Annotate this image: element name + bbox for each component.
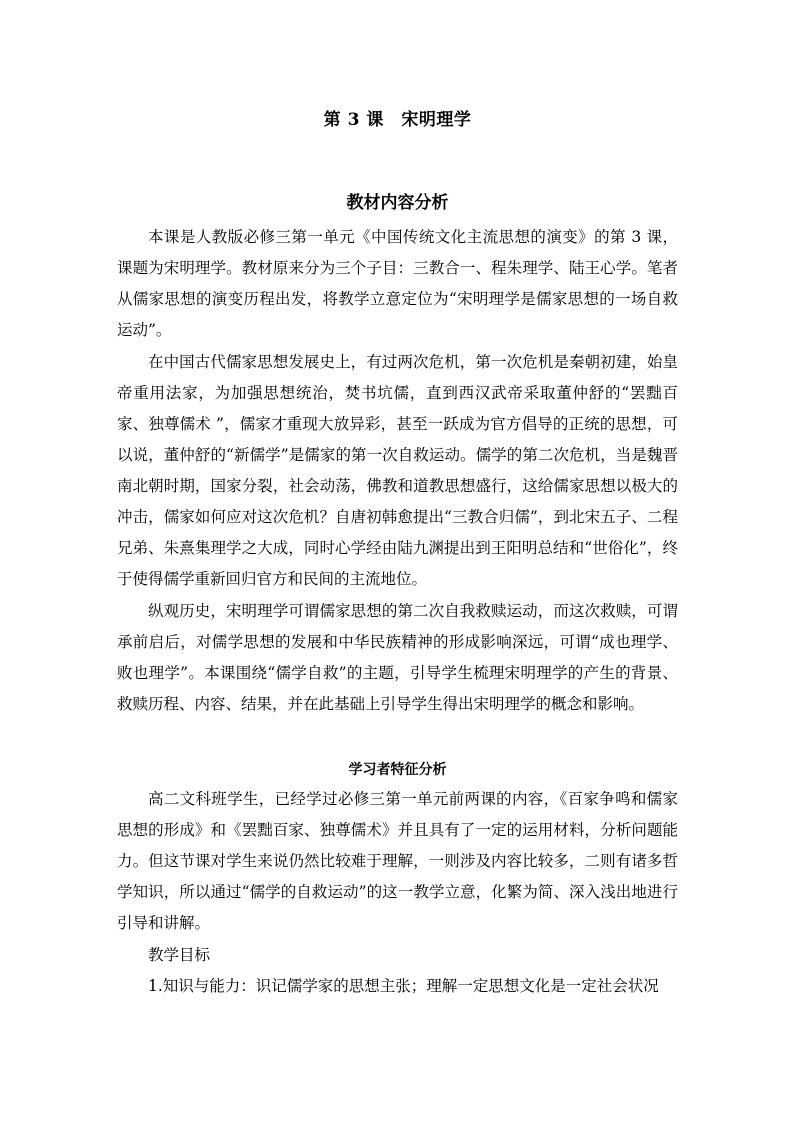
goal-item-1: 1.知识与能力：识记儒学家的思想主张；理解一定思想文化是一定社会状况 [148, 977, 659, 995]
paragraph-overview: 纵观历史，宋明理学可谓儒家思想的第二次自我救赎运动，而这次救赎，可谓承前启后，对儒学思想的发展和中华民族精神的形成影响深远，可谓“成也理学、败也理学”。本课围绕“儒学自救”的主题，引导学生梳理宋明理学的产生的背景、救赎历程、内容、结果，并在此基础上引导学生得出宋明理学的概念和影响。 [117, 602, 678, 713]
section-heading-content-analysis: 教材内容分析 [346, 193, 449, 213]
paragraph-intro: 本课是人教版必修三第一单元《中国传统文化主流思想的演变》的第 3 课，课题为宋明理学。教材原来分为三个子目：三教合一、程朱理学、陆王心学。笔者从儒家思想的演变历程出发，将教学立意定位为“宋明理学是儒家思想的一场自救运动”。 [117, 228, 678, 339]
lesson-title: 第 3 课 宋明理学 [323, 110, 472, 130]
section-heading-learner-analysis: 学习者特征分析 [348, 762, 447, 778]
teaching-goals-label: 教学目标 [148, 946, 211, 964]
paragraph-history: 在中国古代儒家思想发展史上，有过两次危机，第一次危机是秦朝初建，始皇帝重用法家，为加强思想统治，焚书坑儒，直到西汉武帝采取董仲舒的“罢黜百家、独尊儒术 ”，儒家才重现大放异彩，甚至一跃成为官方倡导的正统的思想，可以说，董仲舒的“新儒学”是儒家的第一次自救运动。儒学的第二次危机，当是魏晋南北朝时期，国家分裂，社会动荡，佛教和道教思想盛行，这给儒家思想以极大的冲击，儒家如何应对这次危机？自唐初韩愈提出“三教合归儒”，到北宋五子、二程兄弟、朱熹集理学之大成，同时心学经由陆九渊提出到王阳明总结和“世俗化”，终于使得儒学重新回归官方和民间的主流地位。 [117, 353, 678, 588]
paragraph-learners: 高二文科班学生，已经学过必修三第一单元前两课的内容，《百家争鸣和儒家思想的形成》和《罢黜百家、独尊儒术》并且具有了一定的运用材料，分析问题能力。但这节课对学生来说仍然比较难于理解，一则涉及内容比较多，二则有诸多哲学知识，所以通过“儒学的自救运动”的这一教学立意，化繁为简、深入浅出地进行引导和讲解。 [117, 790, 678, 932]
